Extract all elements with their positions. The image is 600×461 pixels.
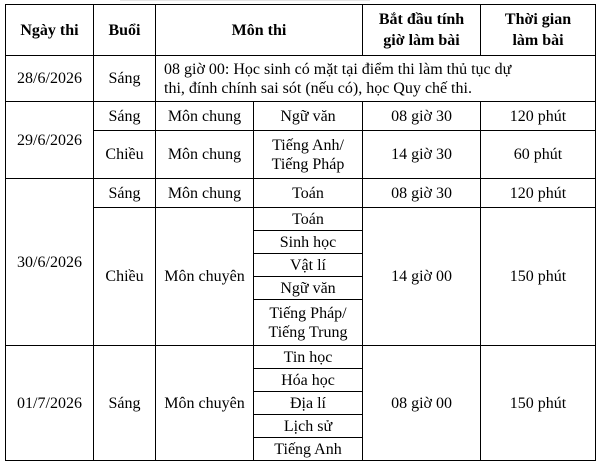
header-date: Ngày thi — [6, 5, 94, 56]
subject-cell: Ngữ văn — [254, 277, 363, 300]
date-cell: 29/6/2026 — [6, 102, 94, 179]
session-cell: Chiều — [94, 208, 156, 346]
header-start-line1: Bắt đầu tính — [378, 11, 465, 28]
header-subject: Môn thi — [156, 5, 363, 56]
table-row — [6, 179, 596, 208]
note-line: 08 giờ 00: Học sinh có mặt tại điểm thi làm thủ tục dự — [164, 60, 512, 78]
note-line: thi, đính chính sai sót (nếu có), học Quy chế thi. — [164, 79, 472, 97]
start-time-cell: 08 giờ 30 — [363, 102, 481, 131]
header-row — [6, 5, 596, 56]
start-time-cell: 14 giờ 00 — [363, 208, 481, 346]
subject-cell: Tiếng Anh — [254, 438, 363, 461]
start-time-cell: 08 giờ 00 — [363, 346, 481, 461]
header-start-line2: giờ làm bài — [383, 32, 460, 49]
subject-cell — [254, 300, 363, 346]
subject-cell: Hóa học — [254, 369, 363, 392]
session-cell: Sáng — [94, 346, 156, 461]
subject-line: Tiếng Pháp — [271, 155, 345, 173]
subject-cell: Lịch sử — [254, 415, 363, 438]
table-row — [6, 102, 596, 131]
duration-cell: 150 phút — [481, 208, 596, 346]
date-cell: 01/7/2026 — [6, 346, 94, 461]
subject-cell: Ngữ văn — [254, 102, 363, 131]
exam-schedule-table — [5, 4, 596, 461]
subject-cell: Toán — [254, 208, 363, 231]
subject-cell: Toán — [254, 179, 363, 208]
header-duration — [481, 5, 596, 56]
subject-type-cell: Môn chung — [156, 102, 254, 131]
subject-type-cell: Môn chuyên — [156, 346, 254, 461]
subject-type-cell: Môn chung — [156, 179, 254, 208]
header-duration-line1: Thời gian — [504, 11, 572, 28]
table-row — [6, 56, 596, 102]
header-duration-line2: làm bài — [512, 32, 564, 49]
subject-line: Tiếng Trung — [268, 323, 348, 341]
session-cell: Sáng — [94, 179, 156, 208]
session-cell: Chiều — [94, 131, 156, 179]
note-cell — [156, 56, 596, 102]
duration-cell: 120 phút — [481, 102, 596, 131]
table-row — [6, 208, 596, 231]
subject-line: Tiếng Pháp/ — [269, 304, 347, 322]
subject-type-cell: Môn chung — [156, 131, 254, 179]
duration-cell: 60 phút — [481, 131, 596, 179]
table-row — [6, 346, 596, 369]
table-row — [6, 131, 596, 179]
subject-cell: Sinh học — [254, 231, 363, 254]
start-time-cell: 08 giờ 30 — [363, 179, 481, 208]
session-cell: Sáng — [94, 56, 156, 102]
header-session: Buổi — [94, 5, 156, 56]
header-start-time — [363, 5, 481, 56]
duration-cell: 150 phút — [481, 346, 596, 461]
subject-type-cell: Môn chuyên — [156, 208, 254, 346]
subject-cell — [254, 131, 363, 179]
duration-cell: 120 phút — [481, 179, 596, 208]
session-cell: Sáng — [94, 102, 156, 131]
start-time-cell: 14 giờ 30 — [363, 131, 481, 179]
subject-cell: Vật lí — [254, 254, 363, 277]
subject-cell: Tin học — [254, 346, 363, 369]
date-cell: 28/6/2026 — [6, 56, 94, 102]
subject-line: Tiếng Anh/ — [272, 136, 344, 154]
subject-cell: Địa lí — [254, 392, 363, 415]
date-cell: 30/6/2026 — [6, 179, 94, 346]
